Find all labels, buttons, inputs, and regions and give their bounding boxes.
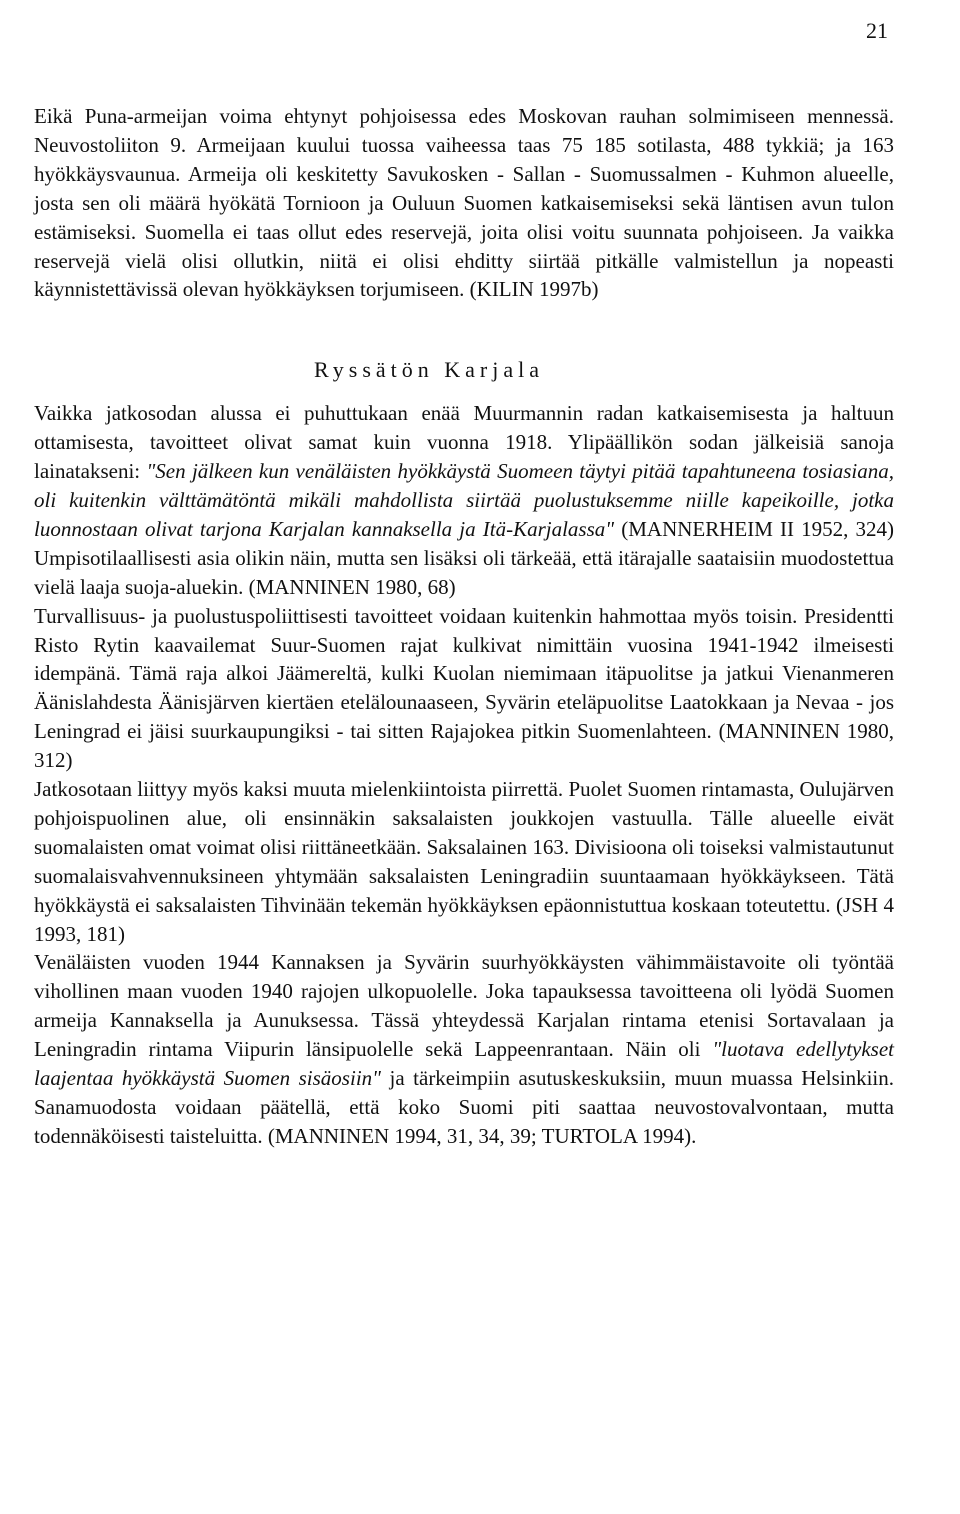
paragraph-red-army-north: Eikä Puna-armeijan voima ehtynyt pohjoisessa edes Moskovan rauhan solmimiseen mennessä. Neuvostoliiton 9. Armeijaan kuului tuossa vaiheessa taas 75 185 sotilasta, 488 tykkiä; ja 163 hyökkäysvaunua. Armeija oli keskitetty Savukosken - Sallan - Suomussalmen - Kuhmon alueelle, josta sen oli määrä hyökätä Tornioon ja Ouluun Suomen katkaisemiseksi sekä läntisen avun tulon estämiseksi. Suomella ei taas ollut edes reservejä, joita olisi voitu suunnata pohjoiseen. Ja vaikka reservejä vielä olisi ollutkin, niitä ei olisi ehditty siirtää pitkälle valmistellun ja nopeasti käynnistettävissä olevan hyökkäyksen torjumiseen. (KILIN 1997b) bbox=[34, 104, 894, 302]
section-heading: Ryssätön Karjala bbox=[313, 357, 545, 383]
paragraph-lead-text: Vaikka jatkosodan alussa ei puhuttukaan enää Muurmannin radan katkaisemisesta ja haltuun ottamisesta, tavoitteet olivat samat kuin vuonna 1918. Ylipäällikön sodan jälkeisiä sanoja lainatakseni: bbox=[34, 401, 894, 484]
page-number: 21 bbox=[866, 18, 888, 43]
page-body bbox=[34, 102, 894, 1151]
paragraph-german-troops: Jatkosotaan liittyy myös kaksi muuta mielenkiintoista piirrettä. Puolet Suomen rintamasta, Oulujärven pohjoispuolinen alue, oli ensinnäkin saksalaisten joukkojen vastuulla. Tälle alueelle eivät suomalaisten omat voimat olisi riittäneetkään. Saksalainen 163. Divisioona oli toiseksi valmistautunut suomalaisvahvennuksineen yhtymään saksalaisten Leningradiin suuntaamaan hyökkäykseen. Tätä hyökkäystä ei saksalaisten Tihvinään tekemän hyökkäyksen epäonnistuttua koskaan toteutettu. (JSH 4 1993, 181) bbox=[34, 777, 894, 946]
paragraph-1944-offensive bbox=[34, 948, 894, 1150]
paragraph-continuation-war-goals bbox=[34, 399, 894, 601]
paragraph-tail-text: ja tärkeimpiin asutuskeskuksiin, muun muassa Helsinkiin. Sanamuodosta voidaan päätellä, että koko Suomi piti saattaa neuvostovalvontaan, mutta todennäköisesti taisteluitta. (MANNINEN 1994, 31, 34, 39; TURTOLA 1994). bbox=[34, 1066, 894, 1148]
paragraph-lead-text: Venäläisten vuoden 1944 Kannaksen ja Syvärin suurhyökkäysten vähimmäistavoite oli työntää vihollinen maan vuoden 1940 rajojen ulkopuolelle. Joka tapauksessa tavoitteena oli lyödä Suomen armeija Kannaksella ja Aunuksessa. Tässä yhteydessä Karjalan rintama etenisi Sortavalaan ja Leningradin rintama Viipurin länsipuolelle sekä Lappeenrantaan. Näin oli bbox=[34, 950, 894, 1062]
paragraph-tail-text: (MANNERHEIM II 1952, 324) Umpisotilaallisesti asia olikin näin, mutta sen lisäksi oli tärkeää, että itärajalle saataisiin muodostettua vielä laaja suoja-aluekin. (MANNINEN 1980, 68) bbox=[34, 516, 895, 599]
paragraph-greater-finland-borders: Turvallisuus- ja puolustuspoliittisesti tavoitteet voidaan kuitenkin hahmottaa myös toisin. Presidentti Risto Rytin kaavailemat Suur-Suomen rajat kulkivat nimittäin vuosina 1941-1942 ilmeisesti idempänä. Tämä raja alkoi Jäämereltä, kulki Kuolan niemimaan itäpuolitse ja jatkui Vienanmeren Äänislahdesta Äänisjärven kiertäen etelälounaaseen, Syvärin eteläpuolitse Laatokkaan ja Nevaa - jos Leningrad ei jäisi suurkaupungiksi - tai sitten Rajajokea pitkin Suomenlahteen. (MANNINEN 1980, 312) bbox=[34, 603, 894, 773]
soviet-goal-quote: "luotava edellytykset laajentaa hyökkäystä Suomen sisäosiin" bbox=[34, 1037, 894, 1091]
mannerheim-quote: "Sen jälkeen kun venäläisten hyökkäystä Suomeen täytyi pitää tapahtuneena tosiasiana, oli kuitenkin välttämätöntä mikäli mahdollista siirtää puolustuksemme niille kapeikoille, jotka luonnostaan olivat tarjona Karjalan kannaksella ja Itä-Karjalassa" bbox=[34, 459, 894, 541]
